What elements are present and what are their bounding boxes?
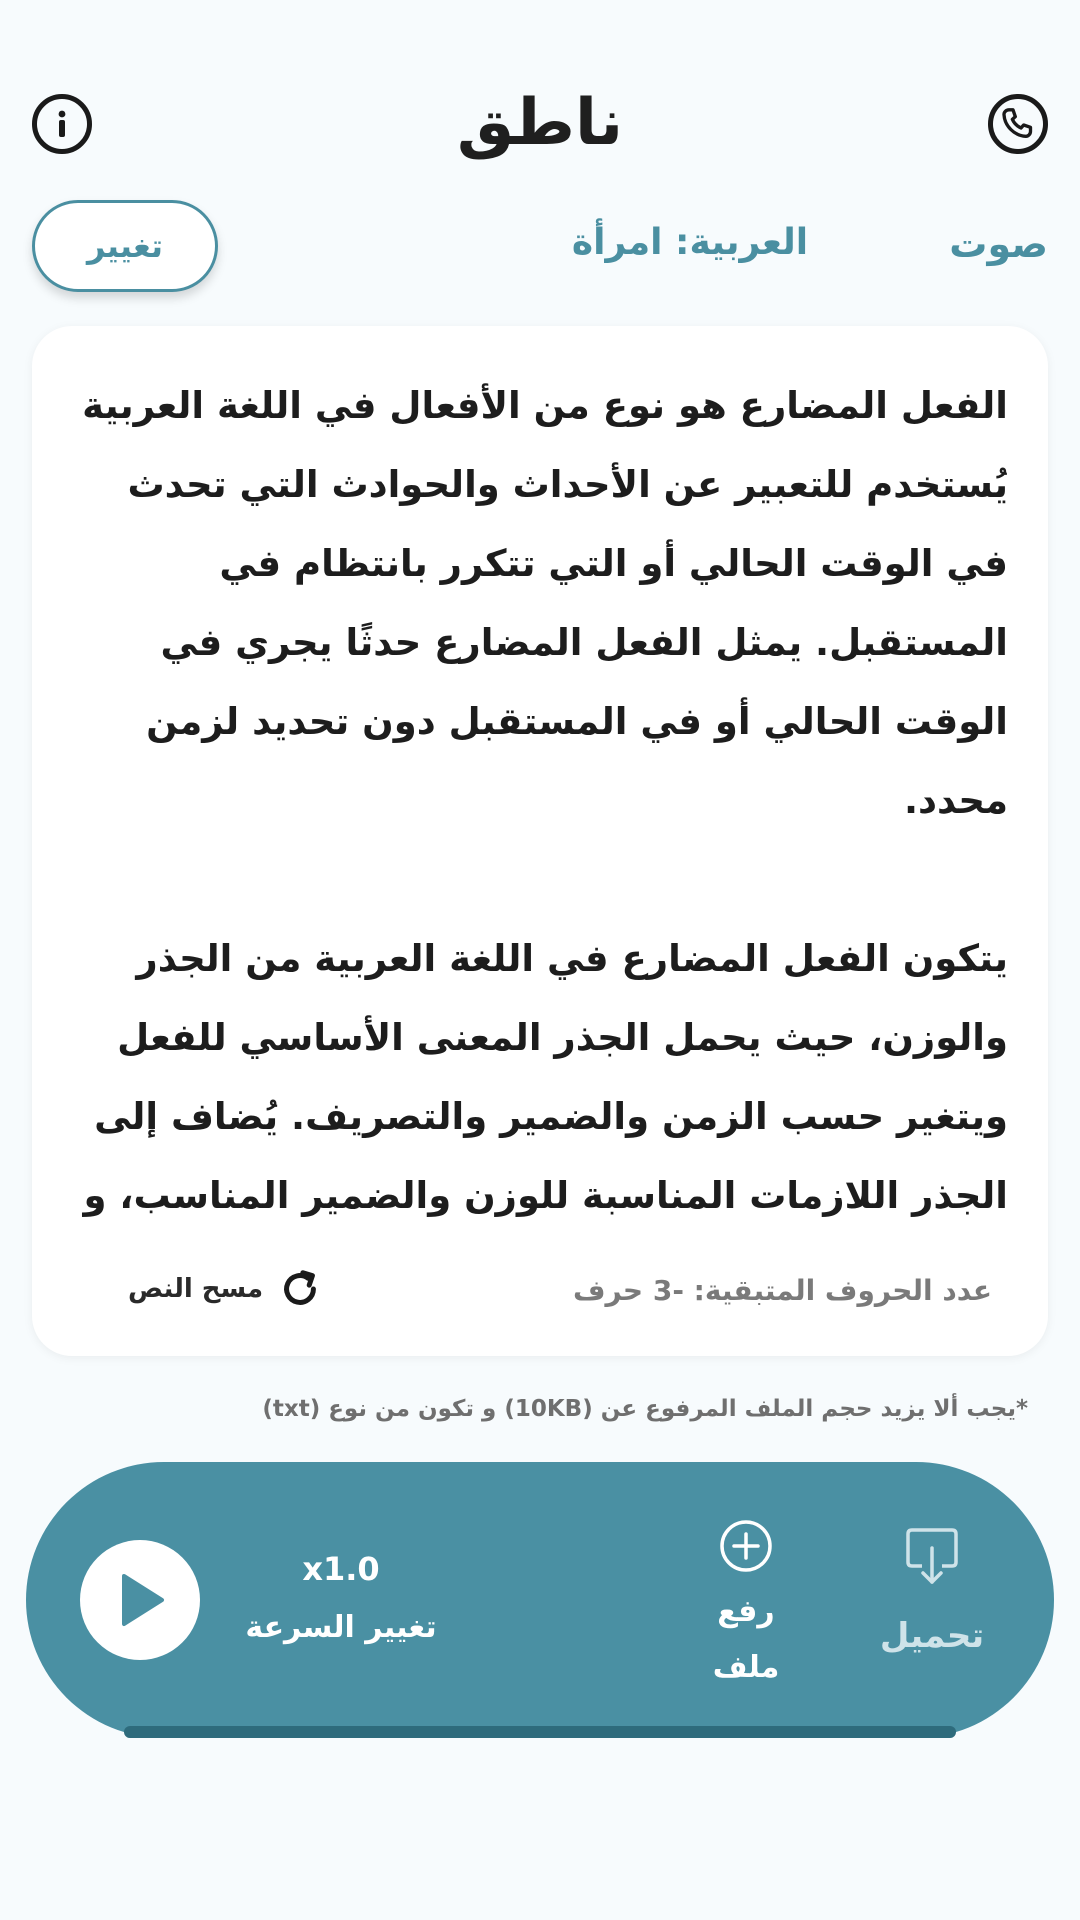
voice-value: العربية: امرأة [571, 222, 809, 263]
download-label: تحميل [879, 1616, 985, 1656]
upload-label-line2: ملف [712, 1650, 780, 1685]
play-button[interactable] [80, 1540, 200, 1660]
upload-file-button[interactable] [691, 1518, 801, 1696]
speed-control[interactable] [226, 1550, 456, 1645]
add-circle-icon [691, 1518, 801, 1574]
download-icon [862, 1526, 1002, 1588]
voice-row [0, 200, 1080, 295]
voice-label: صوت [949, 222, 1048, 266]
clear-text-button[interactable] [128, 1264, 323, 1314]
upload-label [691, 1584, 801, 1696]
app-title: ناطق [456, 86, 624, 160]
phone-icon[interactable] [988, 94, 1048, 154]
download-button[interactable] [862, 1526, 1002, 1656]
player-progress-track [124, 1726, 956, 1738]
change-voice-button[interactable]: تغيير [32, 200, 218, 292]
speed-value: x1.0 [302, 1550, 380, 1588]
upload-label-line1: رفع [717, 1594, 775, 1629]
player-bar [26, 1462, 1054, 1738]
app-header [0, 60, 1080, 190]
text-input-area[interactable] [68, 366, 1008, 1246]
text-input-card[interactable] [32, 326, 1048, 1356]
text-paragraph: الفعل المضارع هو نوع من الأفعال في اللغة العربية يُستخدم للتعبير عن الأحداث والحوادث التي تحدث في الوقت الحالي أو التي تتكرر بانتظام في المستقبل. يمثل الفعل المضارع حدثًا يجري في الوقت الحالي أو في المستقبل دون تحديد لزمن محدد. [82, 384, 1008, 822]
speed-label: تغيير السرعة [245, 1610, 437, 1645]
text-paragraph: يتكون الفعل المضارع في اللغة العربية من الجذر والوزن، حيث يحمل الجذر المعنى الأساسي للفعل ويتغير حسب الزمن والضمير والتصريف. يُضاف إلى الجذر اللازمات المناسبة للوزن والضمير المناسب، و [83, 937, 1008, 1217]
play-icon [110, 1570, 170, 1630]
text-card-footer [88, 1260, 992, 1320]
remaining-chars-counter: عدد الحروف المتبقية: -3 حرف [572, 1274, 992, 1307]
clear-text-label: مسح النص [128, 1274, 264, 1304]
refresh-icon [277, 1266, 323, 1312]
upload-note: *يجب ألا يزيد حجم الملف المرفوع عن (10KB) و تكون من نوع (txt) [262, 1396, 1028, 1422]
